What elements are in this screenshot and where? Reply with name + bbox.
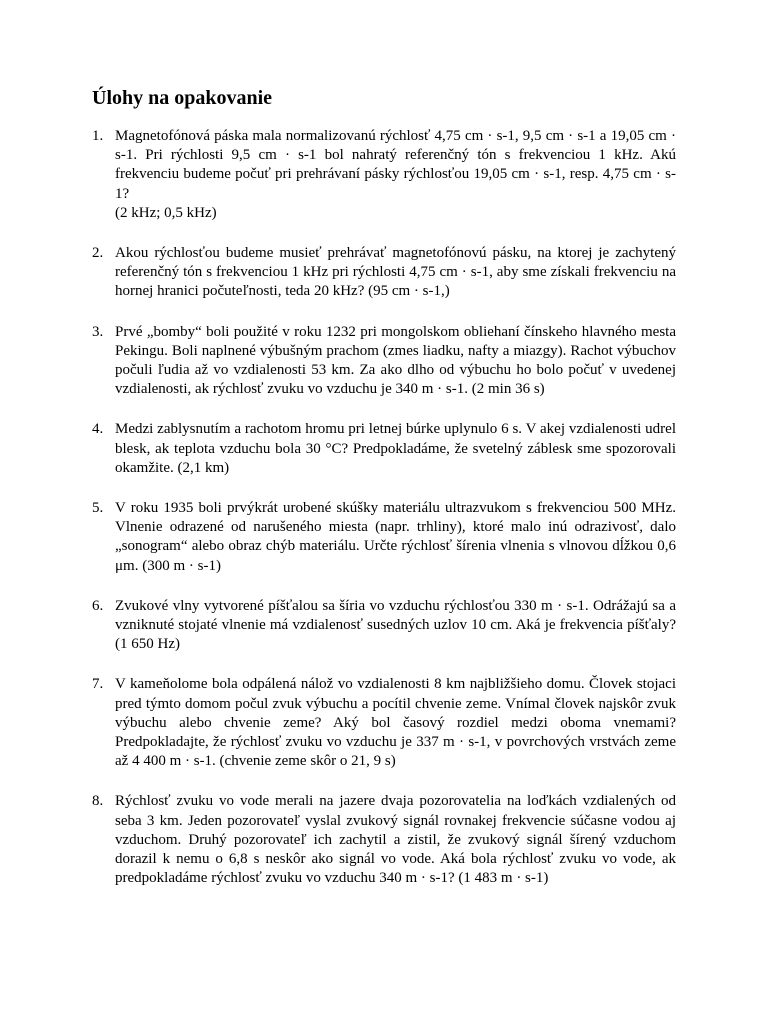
item-number: 5. [92, 500, 104, 517]
item-number: 7. [92, 676, 104, 693]
item-number: 8. [92, 793, 104, 810]
list-item [92, 127, 676, 223]
list-item [92, 597, 676, 655]
item-text: Prvé „bomby“ boli použité v roku 1232 pri mongolskom obliehaní čínskeho hlavného mesta Pekingu. Boli naplnené výbušným prachom (zmes liadku, nafty a miazgy). Rachot výbuchov počuli ľudia až vo vzdialenosti 53 km. Za ako dlho od výbuchu ho bolo počuť v uvedenej vzdialenosti, ak rýchlosť zvuku vo vzduchu je 340 m · s-1. (2 min 36 s) [115, 323, 676, 398]
item-text: V roku 1935 boli prvýkrát urobené skúšky materiálu ultrazvukom s frekvenciou 500 MHz. Vlnenie odrazené od narušeného miesta (napr. trhliny), ktoré malo inú odrazivosť, dalo „sonogram“ alebo obraz chýb materiálu. Určte rýchlosť šírenia vlnenia s vlnovou dĺžkou 0,6 μm. (300 m · s-1) [115, 500, 676, 574]
item-answer: (2 kHz; 0,5 kHz) [115, 204, 217, 221]
item-text: Medzi zablysnutím a rachotom hromu pri letnej búrke uplynulo 6 s. V akej vzdialenosti udrel blesk, ak teplota vzduchu bola 30 °C? Predpokladáme, že svetelný záblesk sme spozorovali okamžite. (2,1 km) [115, 421, 676, 476]
list-item [92, 420, 676, 478]
item-text: V kameňolome bola odpálená nálož vo vzdialenosti 8 km najbližšieho domu. Človek stojaci pred týmto domom počul zvuk výbuchu a pocítil chvenie zeme. Vnímal človek najskôr zvuk výbuchu alebo chvenie zeme? Aký bol časový rozdiel medzi oboma vnemami? Predpokladajte, že rýchlosť zvuku vo vzduchu je 337 m · s-1, v povrchových vrstvách zeme až 4 400 m · s-1. (chvenie zeme skôr o 21, 9 s) [115, 676, 676, 770]
item-text: Rýchlosť zvuku vo vode merali na jazere dvaja pozorovatelia na loďkách vzdialených od seba 3 km. Jeden pozorovateľ vyslal zvukový signál rovnakej frekvencie súčasne vodou aj vzduchom. Druhý pozorovateľ ich zachytil a zistil, že zvukový signál šírený vzduchom dorazil k nemu o 6,8 s neskôr ako signál vo vode. Aká bola rýchlosť zvuku vo vode, ak predpokladáme rýchlosť zvuku vo vzduchu 340 m · s-1? (1 483 m · s-1) [115, 793, 676, 887]
item-text: Akou rýchlosťou budeme musieť prehrávať magnetofónovú pásku, na ktorej je zachytený referenčný tón s frekvenciou 1 kHz pri rýchlosti 4,75 cm · s-1, aby sme získali frekvenciu na hornej hranici počuteľnosti, teda 20 kHz? (95 cm · s-1,) [115, 245, 676, 300]
task-list [92, 127, 676, 889]
list-item [92, 499, 676, 576]
item-number: 2. [92, 245, 104, 262]
page-title: Úlohy na opakovanie [92, 87, 273, 109]
item-number: 1. [92, 128, 104, 144]
list-item [92, 244, 676, 302]
item-number: 4. [92, 421, 104, 438]
item-number: 3. [92, 323, 104, 340]
list-item [92, 323, 676, 400]
list-item [92, 675, 676, 771]
item-number: 6. [92, 597, 104, 614]
list-item [92, 792, 676, 888]
item-text: Zvukové vlny vytvorené píšťalou sa šíria vo vzduchu rýchlosťou 330 m · s-1. Odrážajú sa a vzniknuté stojaté vlnenie má vzdialenosť susedných uzlov 10 cm. Aká je frekvencia píšťaly? (1 650 Hz) [115, 597, 676, 653]
item-text: Magnetofónová páska mala normalizovanú rýchlosť 4,75 cm · s-1, 9,5 cm · s-1 a 19,05 cm · s-1. Pri rýchlosti 9,5 cm · s-1 bol nahratý referenčný tón s frekvenciou 1 kHz. Akú frekvenciu budeme počuť pri prehrávaní pásky rýchlosťou 19,05 cm · s-1, resp. 4,75 cm · s-1? [115, 128, 676, 202]
